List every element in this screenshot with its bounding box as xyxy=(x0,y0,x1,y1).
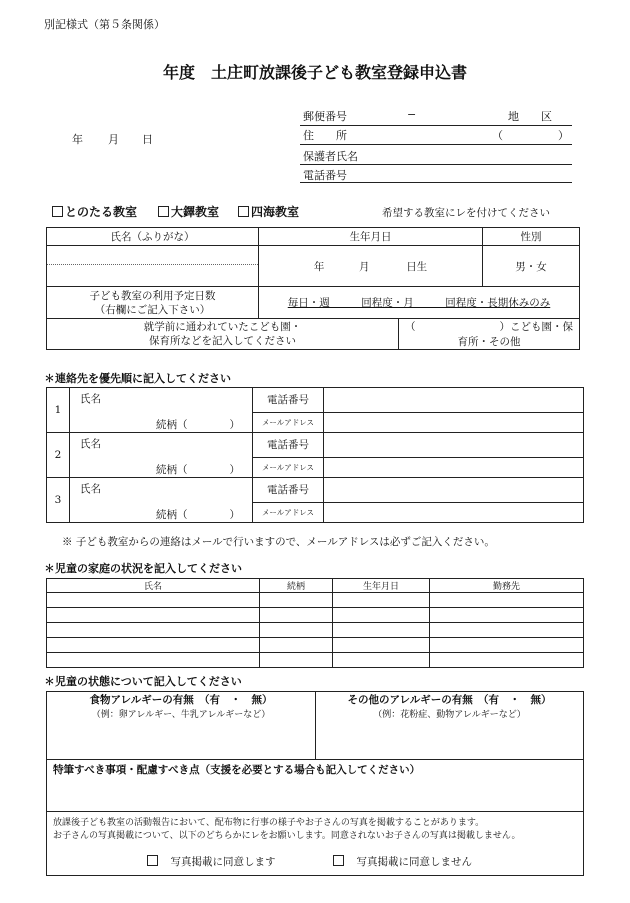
contact-2-email-input[interactable] xyxy=(324,457,584,477)
guardian-line xyxy=(300,164,572,165)
food-allergy-label: 食物アレルギーの有無 （有 ・ 無） xyxy=(47,692,316,708)
other-allergy-example: （例：花粉症、動物アレルギーなど） xyxy=(373,710,526,720)
family-section-title: ✽児童の家庭の状況を記入してください xyxy=(44,562,242,575)
preschool-label-line2: 保育所などを記入してください xyxy=(148,335,296,347)
contacts-email-note: ※ 子ども教室からの連絡はメールで行いますので、メールアドレスは必ずご記入ください。 xyxy=(62,536,495,548)
contact-relation-label: 続柄（ ） xyxy=(156,464,240,476)
birth-day-label: 日生 xyxy=(406,260,428,273)
contact-name-label: 氏名 xyxy=(80,393,101,405)
page-title: 年度 土庄町放課後子ども教室登録申込書 xyxy=(162,63,467,82)
contact-3-name-cell[interactable] xyxy=(70,478,253,523)
family-row-cell[interactable] xyxy=(430,608,584,623)
postal-dash: − xyxy=(407,108,417,121)
family-row-cell[interactable] xyxy=(333,653,430,668)
contact-2-phone-input[interactable] xyxy=(324,433,584,458)
classroom-option-3[interactable]: 四海教室 xyxy=(238,203,299,220)
usage-days-label xyxy=(47,287,259,319)
address-paren: （ ） xyxy=(492,129,569,142)
contact-priority-3: 3 xyxy=(47,478,70,523)
contact-1-name-cell[interactable] xyxy=(70,388,253,433)
contacts-section-title: ✽連絡先を優先順に記入してください xyxy=(44,372,231,385)
contact-2-name-cell[interactable] xyxy=(70,433,253,478)
family-row-cell[interactable] xyxy=(430,653,584,668)
family-row-cell[interactable] xyxy=(430,638,584,653)
family-row-cell[interactable] xyxy=(430,593,584,608)
contact-1-phone-input[interactable] xyxy=(324,388,584,413)
family-row-cell[interactable] xyxy=(47,593,260,608)
photo-note-line2: お子さんの写真掲載について、以下のどちらかにレをお願いします。同意されないお子さんの写真は掲載しません。 xyxy=(53,830,521,841)
photo-disagree-label: 写真掲載に同意しません xyxy=(356,855,472,868)
usage-label-line2: （右欄にご記入下さい） xyxy=(94,303,211,316)
family-row-cell[interactable] xyxy=(333,608,430,623)
photo-consent-cell xyxy=(47,811,584,875)
form-number: 別記様式（第５条関係） xyxy=(44,18,165,31)
contacts-table xyxy=(46,387,584,523)
food-allergy-input[interactable] xyxy=(47,707,316,759)
usage-days-value[interactable] xyxy=(259,287,580,319)
address-label: 住 所 xyxy=(303,129,347,142)
family-row-cell[interactable] xyxy=(260,608,333,623)
special-notes-cell[interactable] xyxy=(47,759,584,811)
classroom-option-1[interactable]: とのたる教室 xyxy=(52,203,137,220)
family-header-relation: 続柄 xyxy=(260,579,333,593)
checkbox-icon xyxy=(52,206,63,217)
family-row-cell[interactable] xyxy=(260,593,333,608)
food-allergy-example: （例：卵アレルギー、牛乳アレルギーなど） xyxy=(91,710,271,720)
birth-month-label: 月 xyxy=(359,260,370,273)
photo-note-line1: 放課後子ども教室の活動報告において、配布物に行事の様子やお子さんの写真を掲載することがあります。 xyxy=(53,817,485,828)
family-row-cell[interactable] xyxy=(47,623,260,638)
condition-table xyxy=(46,691,584,876)
birth-header: 生年月日 xyxy=(259,228,483,246)
family-header-birth: 生年月日 xyxy=(333,579,430,593)
family-row-cell[interactable] xyxy=(260,623,333,638)
contact-3-email-input[interactable] xyxy=(324,502,584,522)
usage-days-text: 毎日・週 回程度・月 回程度・長期休みのみ xyxy=(287,297,551,309)
condition-section-title: ✽児童の状態について記入してください xyxy=(44,675,242,688)
preschool-label xyxy=(47,319,399,350)
date-day-label: 日 xyxy=(142,133,153,146)
contact-priority-2: 2 xyxy=(47,433,70,478)
contact-email-label: メールアドレス xyxy=(253,412,324,432)
checkbox-icon xyxy=(238,206,249,217)
name-cell[interactable] xyxy=(47,265,259,287)
checkbox-icon xyxy=(158,206,169,217)
address-line xyxy=(300,144,572,145)
district-label: 地 区 xyxy=(508,110,552,123)
classroom-option-2[interactable]: 大鐸教室 xyxy=(158,203,219,220)
contact-phone-label: 電話番号 xyxy=(253,433,324,458)
family-row-cell[interactable] xyxy=(333,593,430,608)
postal-line xyxy=(300,125,572,126)
family-header-name: 氏名 xyxy=(47,579,260,593)
classroom-instruction: 希望する教室にレを付けてください xyxy=(382,207,550,219)
family-row-cell[interactable] xyxy=(260,653,333,668)
special-notes-label: 特筆すべき事項・配慮すべき点（支援を必要とする場合も記入してください） xyxy=(53,763,421,776)
gender-header: 性別 xyxy=(483,228,580,246)
photo-disagree-option[interactable] xyxy=(333,854,472,869)
child-info-table xyxy=(46,227,580,350)
postal-code-label: 郵便番号 xyxy=(303,110,347,123)
other-allergy-label: その他のアレルギーの有無 （有 ・ 無） xyxy=(316,692,584,708)
date-month-label: 月 xyxy=(108,133,119,146)
phone-line xyxy=(300,182,572,183)
contact-name-label: 氏名 xyxy=(80,438,101,450)
birthdate-cell[interactable] xyxy=(259,246,483,287)
family-row-cell[interactable] xyxy=(430,623,584,638)
photo-agree-option[interactable] xyxy=(147,854,276,869)
contact-phone-label: 電話番号 xyxy=(253,388,324,413)
guardian-name-label: 保護者氏名 xyxy=(303,150,358,163)
contact-priority-1: 1 xyxy=(47,388,70,433)
family-row-cell[interactable] xyxy=(47,608,260,623)
photo-agree-label: 写真掲載に同意します xyxy=(170,855,276,868)
contact-name-label: 氏名 xyxy=(80,483,101,495)
family-row-cell[interactable] xyxy=(260,638,333,653)
preschool-label-line1: 就学前に通われていたこども園・ xyxy=(143,321,302,333)
birth-year-label: 年 xyxy=(313,260,325,273)
other-allergy-input[interactable] xyxy=(316,707,584,759)
preschool-value[interactable]: （ ）こども園・保育所・その他 xyxy=(398,319,579,350)
phone-label: 電話番号 xyxy=(303,169,347,182)
contact-email-label: メールアドレス xyxy=(253,457,324,477)
family-header-workplace: 勤務先 xyxy=(430,579,584,593)
checkbox-icon xyxy=(147,855,158,866)
contact-phone-label: 電話番号 xyxy=(253,478,324,503)
contact-email-label: メールアドレス xyxy=(253,502,324,522)
contact-3-phone-input[interactable] xyxy=(324,478,584,503)
contact-relation-label: 続柄（ ） xyxy=(156,419,240,431)
family-row-cell[interactable] xyxy=(47,638,260,653)
gender-cell[interactable]: 男・女 xyxy=(483,246,580,287)
family-row-cell[interactable] xyxy=(47,653,260,668)
date-year-label: 年 xyxy=(72,133,83,146)
contact-1-email-input[interactable] xyxy=(324,412,584,432)
contact-relation-label: 続柄（ ） xyxy=(156,509,240,521)
family-table xyxy=(46,578,584,668)
checkbox-icon xyxy=(333,855,344,866)
family-row-cell[interactable] xyxy=(333,623,430,638)
family-row-cell[interactable] xyxy=(333,638,430,653)
usage-label-line1: 子ども教室の利用予定日数 xyxy=(89,289,216,302)
name-header: 氏名（ふりがな） xyxy=(47,228,259,246)
furigana-cell[interactable] xyxy=(47,246,259,265)
